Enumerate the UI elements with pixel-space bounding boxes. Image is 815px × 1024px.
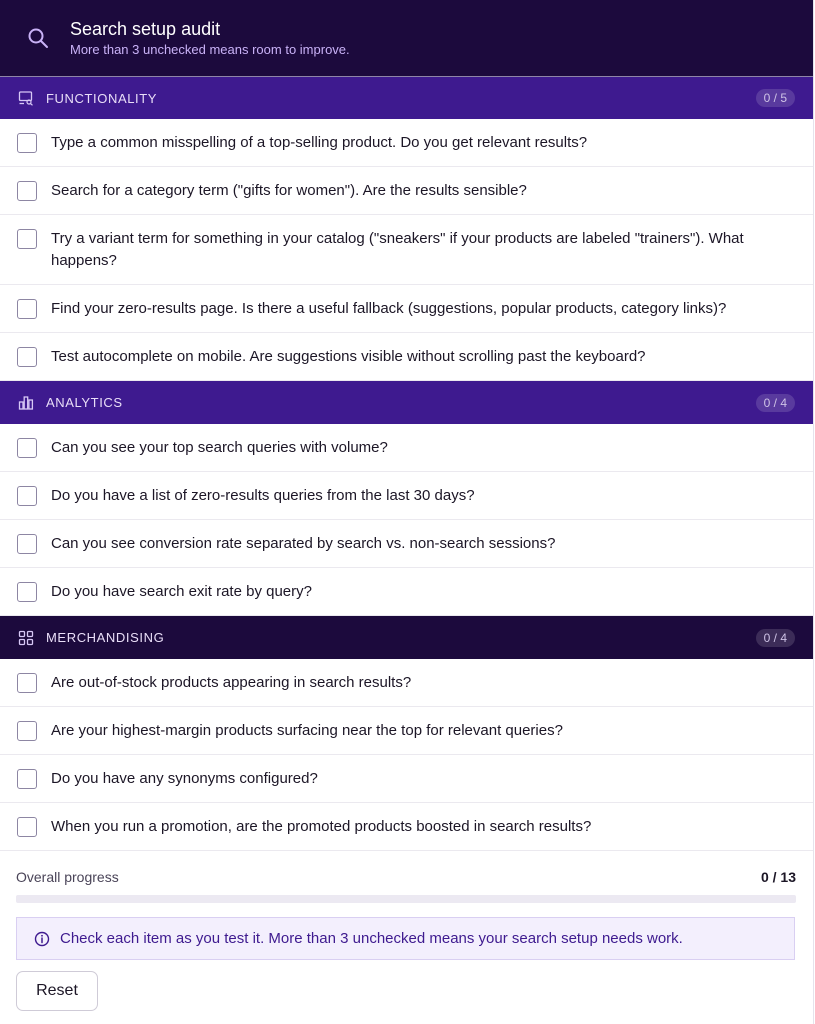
- checklist-item[interactable]: [0, 119, 813, 167]
- checkbox[interactable]: [17, 534, 37, 554]
- search-icon: [26, 26, 50, 50]
- checkbox[interactable]: [17, 133, 37, 153]
- section-title: MERCHANDISING: [46, 630, 165, 645]
- checklist-item[interactable]: [0, 424, 813, 472]
- checklist-item-text: Are out-of-stock products appearing in search results?: [51, 674, 412, 691]
- checklist-item-text: Test autocomplete on mobile. Are suggestions visible without scrolling past the keyboard?: [51, 348, 646, 365]
- checklist-item-text: When you run a promotion, are the promoted products boosted in search results?: [51, 818, 592, 835]
- checkbox[interactable]: [17, 769, 37, 789]
- reset-button[interactable]: Reset: [16, 971, 98, 1011]
- overall-progress: [0, 851, 813, 903]
- checklist-item-text: Find your zero-results page. Is there a useful fallback (suggestions, popular products, category links)?: [51, 300, 727, 317]
- bar-chart-icon: [18, 395, 34, 411]
- info-notice: [16, 917, 795, 960]
- checklist-item[interactable]: [0, 333, 813, 381]
- section-count-badge: 0 / 4: [756, 629, 795, 647]
- checkbox[interactable]: [17, 486, 37, 506]
- checklist-item[interactable]: [0, 215, 813, 285]
- section-count-badge: 0 / 5: [756, 89, 795, 107]
- grid-icon: [18, 630, 34, 646]
- checklist-item-text: Do you have any synonyms configured?: [51, 770, 318, 787]
- checklist-item-text: Can you see conversion rate separated by search vs. non-search sessions?: [51, 535, 556, 552]
- checklist-item[interactable]: [0, 472, 813, 520]
- checklist-item[interactable]: [0, 707, 813, 755]
- checkbox[interactable]: [17, 582, 37, 602]
- checklist-item-text: Can you see your top search queries with volume?: [51, 439, 388, 456]
- page-title: Search setup audit: [70, 18, 221, 39]
- checklist-item[interactable]: [0, 659, 813, 707]
- checkbox[interactable]: [17, 229, 37, 249]
- checkbox[interactable]: [17, 721, 37, 741]
- checklist-item-text: Search for a category term ("gifts for women"). Are the results sensible?: [51, 182, 527, 199]
- checkbox[interactable]: [17, 347, 37, 367]
- checklist-item[interactable]: [0, 755, 813, 803]
- checkbox[interactable]: [17, 673, 37, 693]
- checkbox[interactable]: [17, 817, 37, 837]
- checkbox[interactable]: [17, 438, 37, 458]
- checklist-item[interactable]: [0, 167, 813, 215]
- checklist-item[interactable]: [0, 520, 813, 568]
- checklist-item-text: Try a variant term for something in your catalog ("sneakers" if your products are labeled "trainers"). What happens?: [51, 230, 744, 269]
- checkbox[interactable]: [17, 299, 37, 319]
- checklist-item[interactable]: [0, 285, 813, 333]
- checklist-item[interactable]: [0, 568, 813, 616]
- info-icon: [34, 931, 50, 947]
- section-header-merchandising: [0, 616, 813, 659]
- checklist-item-text: Do you have search exit rate by query?: [51, 583, 312, 600]
- progress-count: 0 / 13: [760, 869, 796, 885]
- checklist-item-text: Are your highest-margin products surfacing near the top for relevant queries?: [51, 722, 563, 739]
- section-header-analytics: [0, 381, 813, 424]
- page-subtitle: More than 3 unchecked means room to improve.: [70, 41, 350, 57]
- progress-label: Overall progress: [16, 869, 119, 885]
- section-count-badge: 0 / 4: [756, 394, 795, 412]
- checklist-item-text: Type a common misspelling of a top-selling product. Do you get relevant results?: [51, 134, 588, 151]
- section-title: FUNCTIONALITY: [46, 90, 158, 106]
- notice-text: Check each item as you test it. More than 3 unchecked means your search setup needs work.: [60, 930, 683, 947]
- checklist-item[interactable]: [0, 803, 813, 851]
- header-bar: [0, 0, 813, 76]
- section-header-functionality: [0, 76, 813, 119]
- checklist-item-text: Do you have a list of zero-results queries from the last 30 days?: [51, 487, 475, 504]
- checkbox[interactable]: [17, 181, 37, 201]
- progress-bar: [16, 895, 796, 903]
- search-screen-icon: [18, 90, 34, 106]
- section-title: ANALYTICS: [46, 395, 123, 410]
